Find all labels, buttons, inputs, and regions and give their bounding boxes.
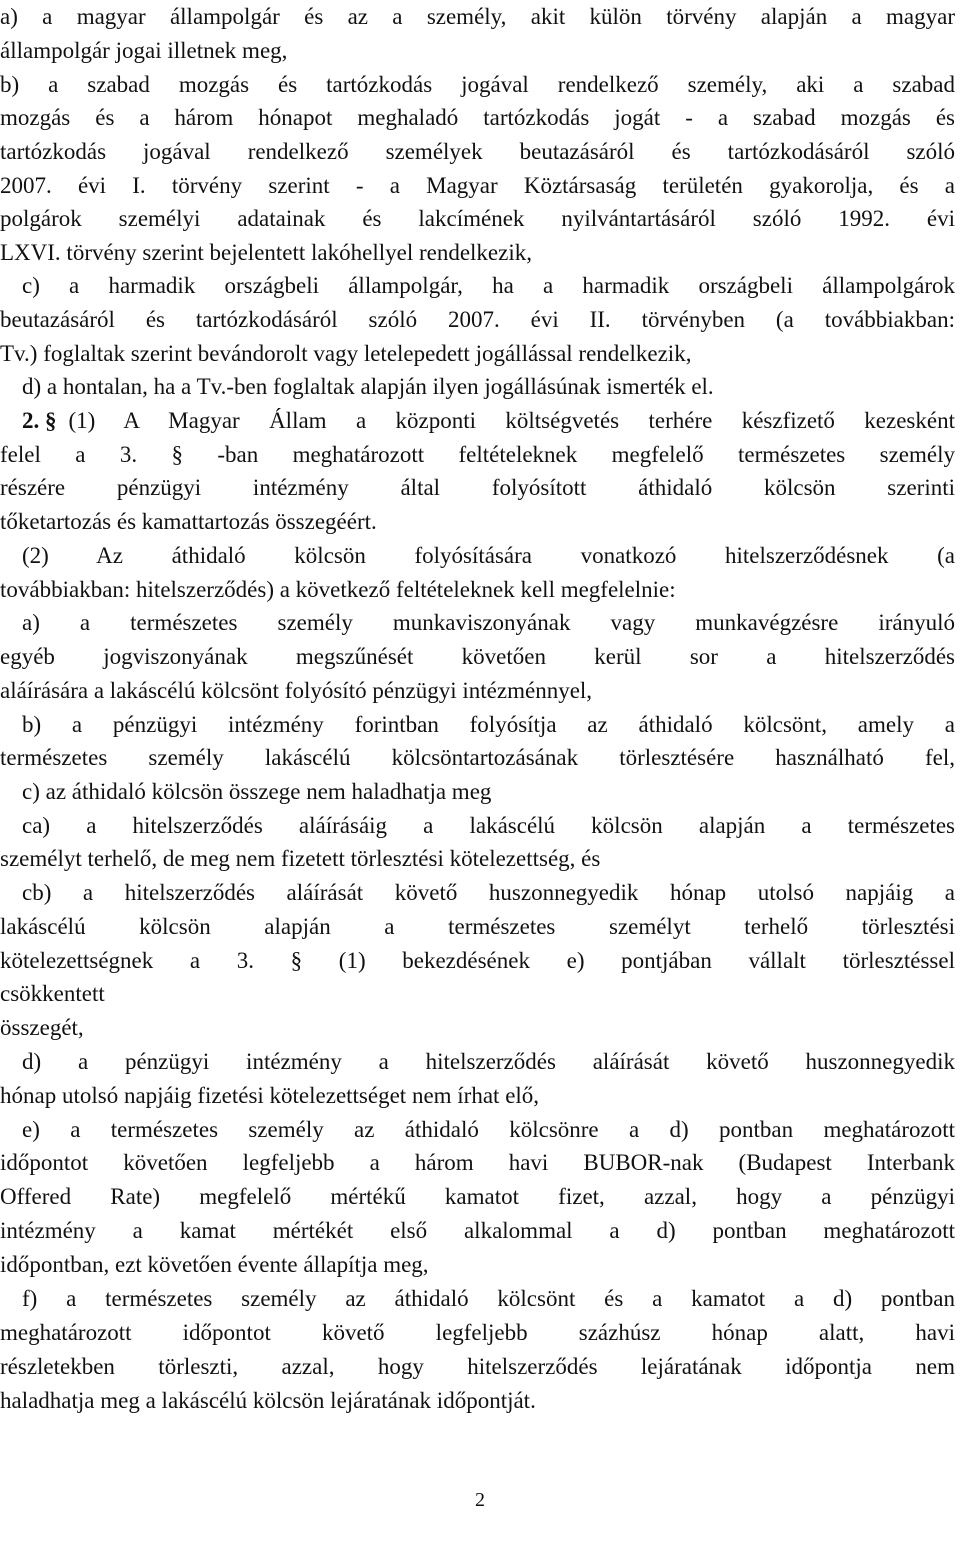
text-line: LXVI. törvény szerint bejelentett lakóhellyel rendelkezik,: [0, 240, 532, 265]
text-line: (1) A Magyar Állam a központi költségvetés terhére készfizető kezesként: [68, 408, 955, 433]
text-line: f) a természetes személy az áthidaló kölcsönt és a kamatot a d) pontban: [22, 1286, 955, 1311]
text-line: időpontot követően legfeljebb a három havi BUBOR-nak (Budapest Interbank: [0, 1150, 955, 1175]
text-line: lakáscélú kölcsön alapján a természetes személyt terhelő törlesztési: [0, 914, 955, 939]
text-line: hónap utolsó napjáig fizetési kötelezettséget nem írhat elő,: [0, 1083, 540, 1108]
text-line: természetes személy lakáscélú kölcsöntartozásának törlesztésére használható fel,: [0, 745, 955, 770]
text-line: egyéb jogviszonyának megszűnését követően kerül sor a hitelszerződés: [0, 644, 955, 669]
text-line: felel a 3. § -ban meghatározott feltételeknek megfelelő természetes személy: [0, 442, 955, 467]
text-line: beutazásáról és tartózkodásáról szóló 2007. évi II. törvényben (a továbbiakban:: [0, 307, 955, 332]
text-line: b) a pénzügyi intézmény forintban folyósítja az áthidaló kölcsönt, amely a: [22, 712, 955, 737]
text-line: d) a pénzügyi intézmény a hitelszerződés aláírását követő huszonnegyedik: [22, 1049, 955, 1074]
text-line: személyt terhelő, de meg nem fizetett törlesztési kötelezettség, és: [0, 846, 601, 871]
text-line: haladhatja meg a lakáscélú kölcsön lejáratának időpontját.: [0, 1388, 536, 1413]
text-line: részére pénzügyi intézmény által folyósított áthidaló kölcsön szerinti: [0, 475, 955, 500]
text-line: intézmény a kamat mértékét első alkalommal a d) pontban meghatározott: [0, 1218, 955, 1243]
text-line: Tv.) foglaltak szerint bevándorolt vagy letelepedett jogállással rendelkezik,: [0, 341, 692, 366]
text-line: b) a szabad mozgás és tartózkodás jogával rendelkező személy, aki a szabad: [0, 72, 955, 97]
text-line: Offered Rate) megfelelő mértékű kamatot fizet, azzal, hogy a pénzügyi: [0, 1184, 955, 1209]
text-line: állampolgár jogai illetnek meg,: [0, 38, 288, 63]
text-line: e) a természetes személy az áthidaló kölcsönre a d) pontban meghatározott: [22, 1117, 955, 1142]
text-line: kötelezettségnek a 3. § (1) bekezdésének e) pontjában vállalt törlesztéssel: [0, 948, 955, 973]
text-line: c) a harmadik országbeli állampolgár, ha a harmadik országbeli állampolgárok: [22, 273, 955, 298]
text-line: összegét,: [0, 1015, 84, 1040]
text-line: polgárok személyi adatainak és lakcímének nyilvántartásáról szóló 1992. évi: [0, 206, 955, 231]
text-line: továbbiakban: hitelszerződés) a következő feltételeknek kell megfelelnie:: [0, 577, 676, 602]
text-line: tartózkodás jogával rendelkező személyek beutazásáról és tartózkodásáról szóló: [0, 139, 955, 164]
text-line: aláírására a lakáscélú kölcsönt folyósító pénzügyi intézménnyel,: [0, 678, 593, 703]
text-line: a) a magyar állampolgár és az a személy, akit külön törvény alapján a magyar: [0, 4, 955, 29]
text-line: c) az áthidaló kölcsön összege nem haladhatja meg: [22, 779, 492, 804]
text-line: időpontban, ezt követően évente állapítja meg,: [0, 1252, 429, 1277]
text-line: (2) Az áthidaló kölcsön folyósítására vonatkozó hitelszerződésnek (a: [22, 543, 955, 568]
text-line: tőketartozás és kamattartozás összegéért.: [0, 509, 377, 534]
text-line: cb) a hitelszerződés aláírását követő huszonnegyedik hónap utolsó napjáig a: [22, 880, 955, 905]
text-line: mozgás és a három hónapot meghaladó tartózkodás jogát - a szabad mozgás és: [0, 105, 955, 130]
text-line: részletekben törleszti, azzal, hogy hitelszerződés lejáratának időpontja nem: [0, 1354, 955, 1379]
text-line: csökkentett: [0, 981, 105, 1006]
text-line: d) a hontalan, ha a Tv.-ben foglaltak alapján ilyen jogállásúnak ismerték el.: [22, 374, 714, 399]
text-line: meghatározott időpontot követő legfeljebb százhúsz hónap alatt, havi: [0, 1320, 955, 1345]
text-line: 2007. évi I. törvény szerint - a Magyar Köztársaság területén gyakorolja, és a: [0, 173, 955, 198]
text-line: a) a természetes személy munkaviszonyának vagy munkavégzésre irányuló: [22, 610, 955, 635]
text-line: ca) a hitelszerződés aláírásáig a lakáscélú kölcsön alapján a természetes: [22, 813, 955, 838]
page-number: 2: [475, 1489, 485, 1511]
section-heading-line: [0, 404, 955, 438]
section-number: 2. §: [22, 408, 57, 433]
